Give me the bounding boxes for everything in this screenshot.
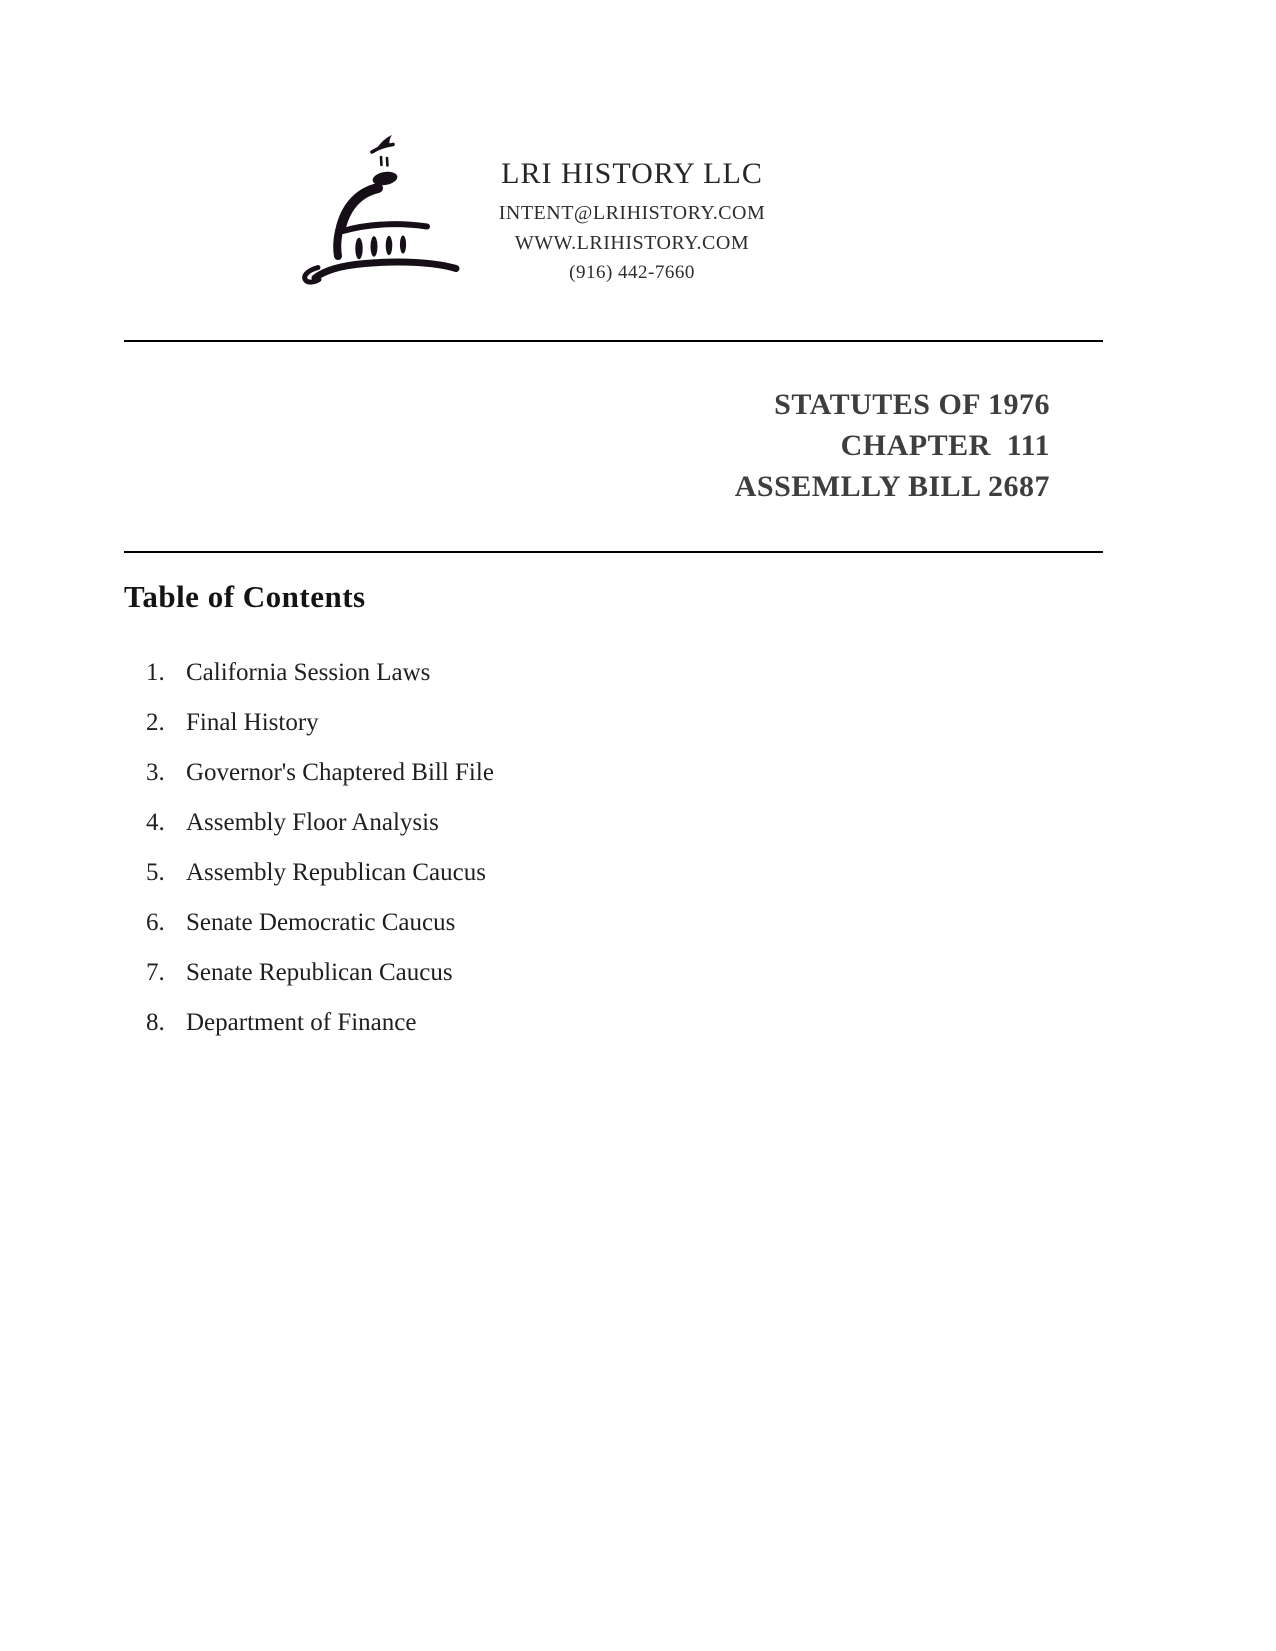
toc-item-number: 7. bbox=[146, 959, 165, 986]
company-email: INTENT@LRIHISTORY.COM bbox=[498, 202, 766, 224]
toc-item-label: California Session Laws bbox=[186, 659, 431, 686]
toc-item bbox=[146, 908, 494, 958]
toc-item-label: Assembly Floor Analysis bbox=[186, 809, 439, 836]
letterhead bbox=[452, 156, 812, 288]
document-title bbox=[560, 384, 1050, 507]
toc-item-number: 1. bbox=[146, 659, 165, 686]
toc-item-number: 4. bbox=[146, 809, 165, 836]
assembly-bill-line: ASSEMLLY BILL 2687 bbox=[734, 470, 1050, 503]
toc-item bbox=[146, 758, 494, 808]
divider-top bbox=[124, 340, 1103, 342]
toc-item-number: 8. bbox=[146, 1009, 165, 1036]
company-website: WWW.LRIHISTORY.COM bbox=[514, 232, 750, 254]
company-name: LRI HISTORY LLC bbox=[501, 157, 763, 190]
toc-list bbox=[146, 658, 494, 1058]
toc-item bbox=[146, 858, 494, 908]
toc-item-label: Senate Democratic Caucus bbox=[186, 909, 456, 936]
toc-item bbox=[146, 958, 494, 1008]
toc-item-label: Final History bbox=[186, 709, 319, 736]
toc-item-number: 6. bbox=[146, 909, 165, 936]
capitol-dome-logo-icon bbox=[293, 131, 468, 289]
toc-item-number: 3. bbox=[146, 759, 165, 786]
toc-item-label: Assembly Republican Caucus bbox=[186, 859, 486, 886]
toc-item-number: 5. bbox=[146, 859, 165, 886]
company-contact-block bbox=[452, 198, 812, 288]
toc-item bbox=[146, 1008, 494, 1058]
toc-item-label: Senate Republican Caucus bbox=[186, 959, 453, 986]
toc-item-label: Department of Finance bbox=[186, 1009, 417, 1036]
toc-item-label: Governor's Chaptered Bill File bbox=[186, 759, 494, 786]
toc-item bbox=[146, 658, 494, 708]
chapter-line: CHAPTER 111 bbox=[840, 429, 1050, 462]
toc-heading: Table of Contents bbox=[124, 579, 366, 614]
toc-item bbox=[146, 808, 494, 858]
toc-item bbox=[146, 708, 494, 758]
divider-bottom bbox=[124, 551, 1103, 553]
statutes-line: STATUTES OF 1976 bbox=[774, 388, 1050, 421]
company-phone: (916) 442-7660 bbox=[569, 262, 695, 283]
toc-item-number: 2. bbox=[146, 709, 165, 736]
